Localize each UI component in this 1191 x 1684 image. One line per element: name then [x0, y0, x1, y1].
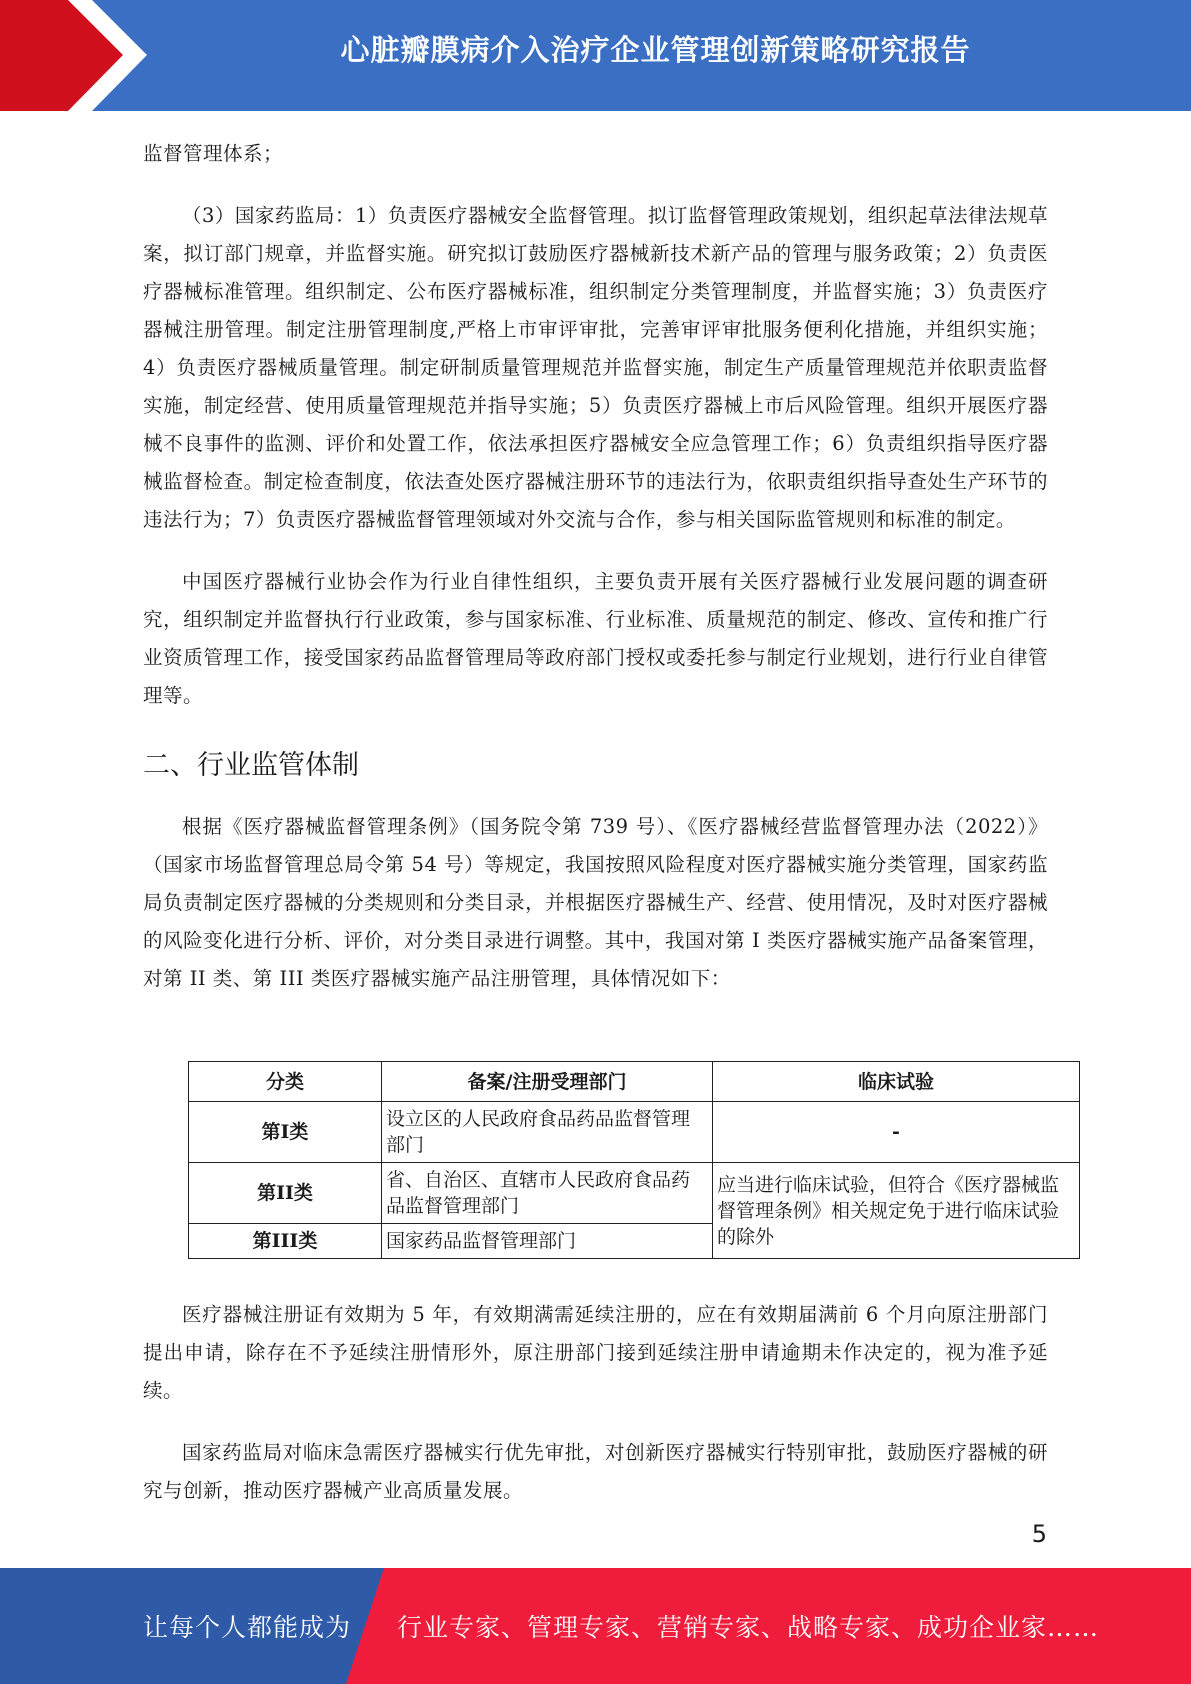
paragraph-industry-association: 中国医疗器械行业协会作为行业自律性组织，主要负责开展有关医疗器械行业发展问题的调查研究，组织制定并监督执行行业政策，参与国家标准、行业标准、质量规范的制定、修改、宣传和推广行业资质管理工作，接受国家药品监督管理局等政府部门授权或委托参与制定行业规划，进行行业自律管理等。: [143, 570, 1048, 707]
section-heading: 二、行业监管体制: [143, 750, 359, 781]
paragraph-registration-validity: 医疗器械注册证有效期为 5 年，有效期满需延续注册的，应在有效期届满前 6 个月向原注册部门提出申请，除存在不予延续注册情形外，原注册部门接到延续注册申请逾期未作决定的，视为准予延续。: [143, 1303, 1048, 1402]
paragraph-priority-approval: 国家药监局对临床急需医疗器械实行优先审批，对创新医疗器械实行特别审批，鼓励医疗器械的研究与创新，推动医疗器械产业高质量发展。: [143, 1441, 1048, 1502]
table-cell-class: 第III类: [189, 1224, 382, 1259]
header-arrow-decoration: [0, 0, 160, 111]
table-cell-clinical-trial: 应当进行临床试验，但符合《医疗器械监督管理条例》相关规定免于进行临床试验的除外: [713, 1163, 1080, 1259]
paragraph-nmpa-duties: （3）国家药监局：1）负责医疗器械安全监督管理。拟订监督管理政策规划，组织起草法律法规草案，拟订部门规章，并监督实施。研究拟订鼓励医疗器械新技术新产品的管理与服务政策；2）负责医疗器械标准管理。组织制定、公布医疗器械标准，组织制定分类管理制度，并监督实施；3）负责医疗器械注册管理。制定注册管理制度,严格上市审评审批，完善审评审批服务便利化措施，并组织实施；4）负责医疗器械质量管理。制定研制质量管理规范并监督实施，制定生产质量管理规范并依职责监督实施，制定经营、使用质量管理规范并指导实施；5）负责医疗器械上市后风险管理。组织开展医疗器械不良事件的监测、评价和处置工作，依法承担医疗器械安全应急管理工作；6）负责组织指导医疗器械监督检查。制定检查制度，依法查处医疗器械注册环节的违法行为，依职责组织指导查处生产环节的违法行为；7）负责医疗器械监督管理领域对外交流与合作，参与相关国际监管规则和标准的制定。: [143, 204, 1048, 531]
table-cell-department: 省、自治区、直辖市人民政府食品药品监督管理部门: [382, 1163, 713, 1224]
main-content: [143, 135, 1048, 1022]
table-header-row: [189, 1062, 1080, 1102]
lower-content: [143, 1296, 1048, 1534]
footer-slogan-right: 行业专家、管理专家、营销专家、战略专家、成功企业家……: [397, 1613, 1100, 1642]
table-cell-class: 第I类: [189, 1102, 382, 1163]
table-cell-class: 第II类: [189, 1163, 382, 1224]
device-classification-table: [188, 1061, 1080, 1259]
table-header-cell: 备案/注册受理部门: [382, 1062, 713, 1102]
table-row: [189, 1163, 1080, 1224]
table-row: [189, 1102, 1080, 1163]
table-cell-clinical-trial: -: [713, 1102, 1080, 1163]
report-title: 心脏瓣膜病介入治疗企业管理创新策略研究报告: [340, 33, 971, 67]
paragraph-continuation: 监督管理体系；: [143, 142, 284, 165]
footer-slogan-left: 让每个人都能成为: [143, 1613, 352, 1642]
table-header-cell: 分类: [189, 1062, 382, 1102]
paragraph-regulation-basis: 根据《医疗器械监督管理条例》（国务院令第 739 号）、《医疗器械经营监督管理办法（2022）》（国家市场监督管理总局令第 54 号）等规定，我国按照风险程度对医疗器械实施分类管理，国家药监局负责制定医疗器械的分类规则和分类目录，并根据医疗器械生产、经营、使用情况，及时对医疗器械的风险变化进行分析、评价，对分类目录进行调整。其中，我国对第 I 类医疗器械实施产品备案管理，对第 II 类、第 III 类医疗器械实施产品注册管理，具体情况如下：: [143, 815, 1048, 990]
table-cell-department: 设立区的人民政府食品药品监督管理部门: [382, 1102, 713, 1163]
table-cell-department: 国家药品监督管理部门: [382, 1224, 713, 1259]
table-header-cell: 临床试验: [713, 1062, 1080, 1102]
page-header: [0, 0, 1191, 111]
page-footer: [0, 1568, 1191, 1684]
page-number: 5: [1031, 1520, 1047, 1548]
